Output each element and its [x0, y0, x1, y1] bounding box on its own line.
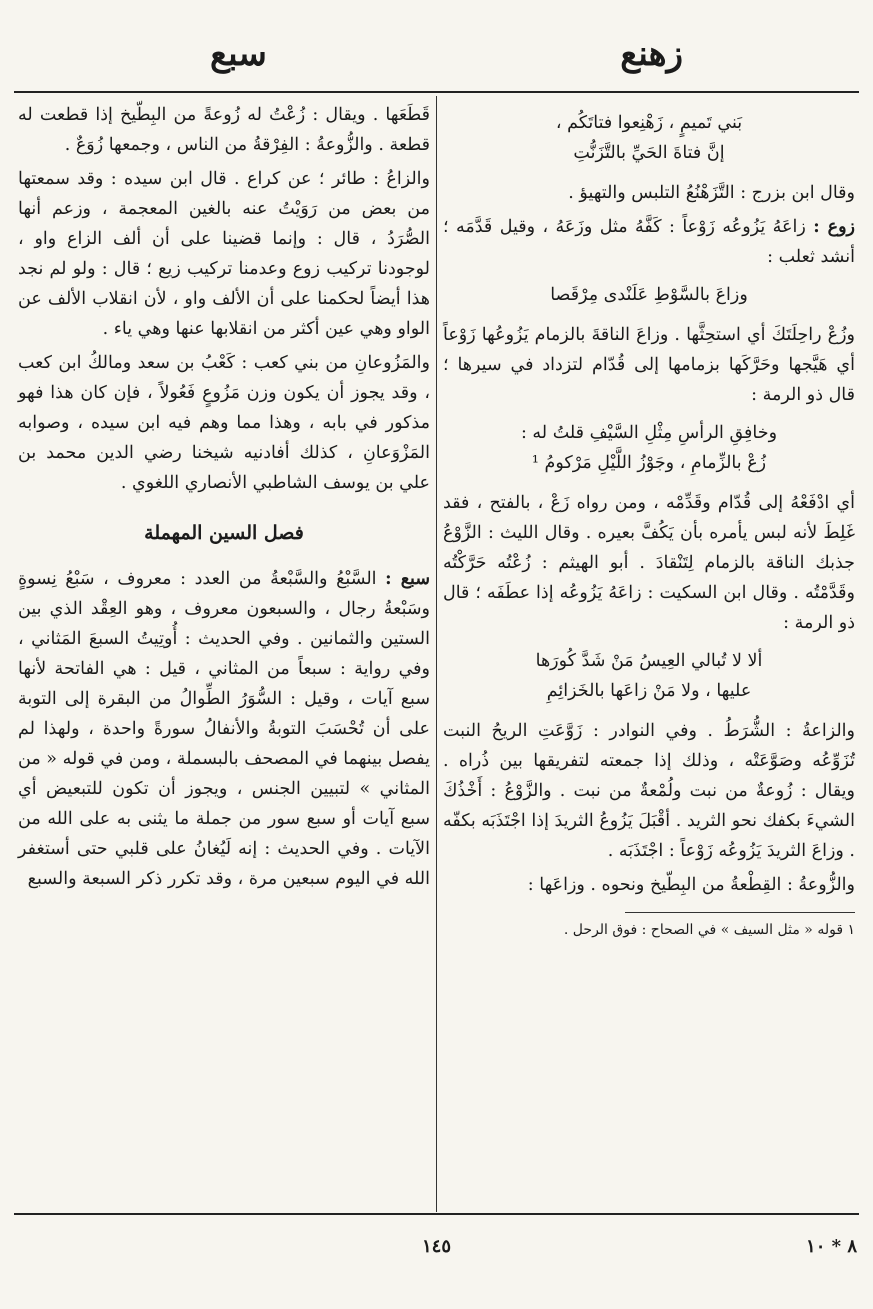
header-rule	[14, 91, 859, 93]
paragraph: وزُعْ راحِلَتَكَ أي استحِثَّها . وزاعَ الناقةَ بالزمام يَزُوعُها زَوْعاً أي هَيَّجها وحَرَّكَها بزمامها إلى قُدّام لتزداد في سيرها ؛ قال ذو الرمة :	[443, 325, 855, 405]
column-divider	[436, 96, 437, 1212]
footer-rule	[14, 1213, 859, 1215]
running-header-left: سبع	[210, 34, 267, 74]
paragraph: والزاعةُ : الشُّرَطُ . وفي النوادر : زَوَّعَتِ الريحُ النبت تُزَوِّعُه وصَوَّعَتْه ، وذلك إذا جمعته لتفريقها بين ذُراه . ويقال : زُوعةٌ من نبت ولُمْعةٌ من نبت . والزَّوْعُ : أَخْذُكَ الشيءَ بكفك نحو الثريد . أقْبَلَ يَزُوعُ الثريدَ إذا اجْتَذَبَه بكفّه . وزاعَ الثريدَ يَزُوعُه زَوْعاً : اجْتَذَبَه .	[443, 721, 855, 861]
verse-block	[443, 280, 855, 310]
footnote-rule	[625, 912, 855, 913]
entry-headword: زوع :	[813, 217, 855, 237]
verse-block	[443, 646, 855, 706]
verse-line: زُعْ بالزِّمامِ ، وجَوْزُ اللَّيْلِ مَرْكومُ ¹	[531, 453, 767, 473]
page-number: ١٤٥	[421, 1236, 451, 1257]
verse-block	[443, 418, 855, 478]
paragraph: والمَزُوعانِ من بني كعب : كَعْبُ بن سعد ومالكُ ابن كعب ، وقد يجوز أن يكون وزن مَزُوعٍ فَعُولاً ، فإن كان هذا فهو مذكور في بابه ، وهذا مما وهم فيه ابن سيده ، وصوابه المَزْوَعانِ ، كذلك أفادنيه شيخنا رضي الدين محمد بن علي بن يوسف الشاطبي الأنصاري اللغوي .	[18, 353, 430, 493]
running-header-right: زهنع	[620, 34, 683, 74]
paragraph: قَطَعَها . ويقال : زُعْتُ له زُوعةً من البِطّيخ إذا قطعت له قطعة . والزُّوعةُ : الفِرْقةُ من الناس ، وجمعها زُوَعٌ .	[18, 105, 430, 155]
paragraph: وقال ابن بزرج : التَّزَهْنُعُ التلبس والتهيؤ .	[568, 183, 855, 203]
paragraph: والزاعُ : طائر ؛ عن كراع . قال ابن سيده : وقد سمعتها من بعض من رَوَيْتُ عنه بالغين المعجمة ، وزعم أنها الصُّرَدُ ، قال : وإنما قضينا على أن ألف الزاع واو ، لوجودنا تركيب زوع وعدمنا تركيب زيع ؛ قال : ولو لم نجد هذا أيضاً لحكمنا على أن الألف واو ، لأن انقلاب الألف عن الواو وهي عين أكثر من انقلابها عنها وهي ياء .	[18, 169, 430, 339]
entry-paragraph	[18, 564, 430, 894]
verse-block	[443, 108, 855, 168]
verse-line: عليها ، ولا مَنْ زاعَها بالخَزائِمِ	[546, 681, 752, 701]
paragraph: والزُّوعةُ : القِطْعةُ من البِطّيخ ونحوه . وزاعَها :	[527, 875, 855, 895]
verse-line: وخافِقِ الرأسِ مِثْلِ السَّيْفِ قلتُ له :	[520, 423, 778, 443]
verse-line: وزاعَ بالسَّوْطِ عَلَنْدى مِرْقَصا	[550, 285, 748, 305]
entry-paragraph	[443, 212, 855, 272]
printer-signature: ٨ * ١٠	[806, 1236, 857, 1257]
verse-line: إنَّ فتاةَ الحَيِّ بالتَّزَنُّتِ	[573, 143, 725, 163]
footnote: ١ قوله « مثل السيف » في الصحاح : فوق الرحل .	[563, 922, 855, 938]
paragraph: أي ادْفَعْهُ إلى قُدّام وقَدِّمْه ، ومن رواه زَعْ ، بالفتح ، فقد غَلِطَ لأنه لبس يأمره بأن يَكُفَّ بعيره . وقال الليث : الزَّوْعُ جذبك الناقة بالزمام لِتَنْقادَ . أبو الهيثم : زُعْتُه حَرَّكْتُه وقَدَّمْتُه . وقال ابن السكيت : زاعَهُ يَزُوعُه إذا عطَفَه ؛ قال ذو الرمة :	[443, 493, 855, 633]
right-column	[443, 100, 855, 941]
left-column	[18, 100, 430, 898]
verse-line: ألا لا تُبالي العِيسُ مَنْ شَدَّ كُورَها	[535, 651, 763, 671]
entry-text: زاعَهُ يَزُوعُه زَوْعاً : كَفَّهُ مثل وزَعَهُ ، وقيل قَدَّمَه ؛ أنشد ثعلب :	[443, 217, 855, 267]
entry-text: السَّبْعُ والسَّبْعةُ من العدد : معروف ، سَبْعُ نِسوةٍ وسَبْعةُ رجال ، والسبعون معروف ، وهو العِقْد الذي بين الستين والثمانين . وفي الحديث : أُوتِيتُ السبعَ المَثاني ، وفي رواية : سبعاً من المثاني ، قيل : هي الفاتحة لأنها سبع آيات ، وقيل : السُّوَرُ الطِّوالُ من البقرة إلى التوبة على أن تُحْسَبَ التوبةُ والأنفالُ سورةً واحدة ، ولهذا لم يفصل بينهما في المصحف بالبسملة ، ومن في قوله « من المثاني » لتبيين الجنس ، ويجوز أن تكون للتبعيض أي سبع آيات أو سبع سور من جملة ما يثنى به على الله من الآيات . وفي الحديث : إنه لَيُغانُ على قلبي حتى أستغفر الله في اليوم سبعين مرة ، وقد تكرر ذكر السبعة والسبع	[18, 569, 430, 889]
section-title: فصل السين المهملة	[144, 522, 304, 544]
verse-line: بَني تَميمٍ ، زَهْنِعوا فتاتَكُم ،	[555, 113, 743, 133]
entry-headword: سبع :	[385, 569, 430, 589]
